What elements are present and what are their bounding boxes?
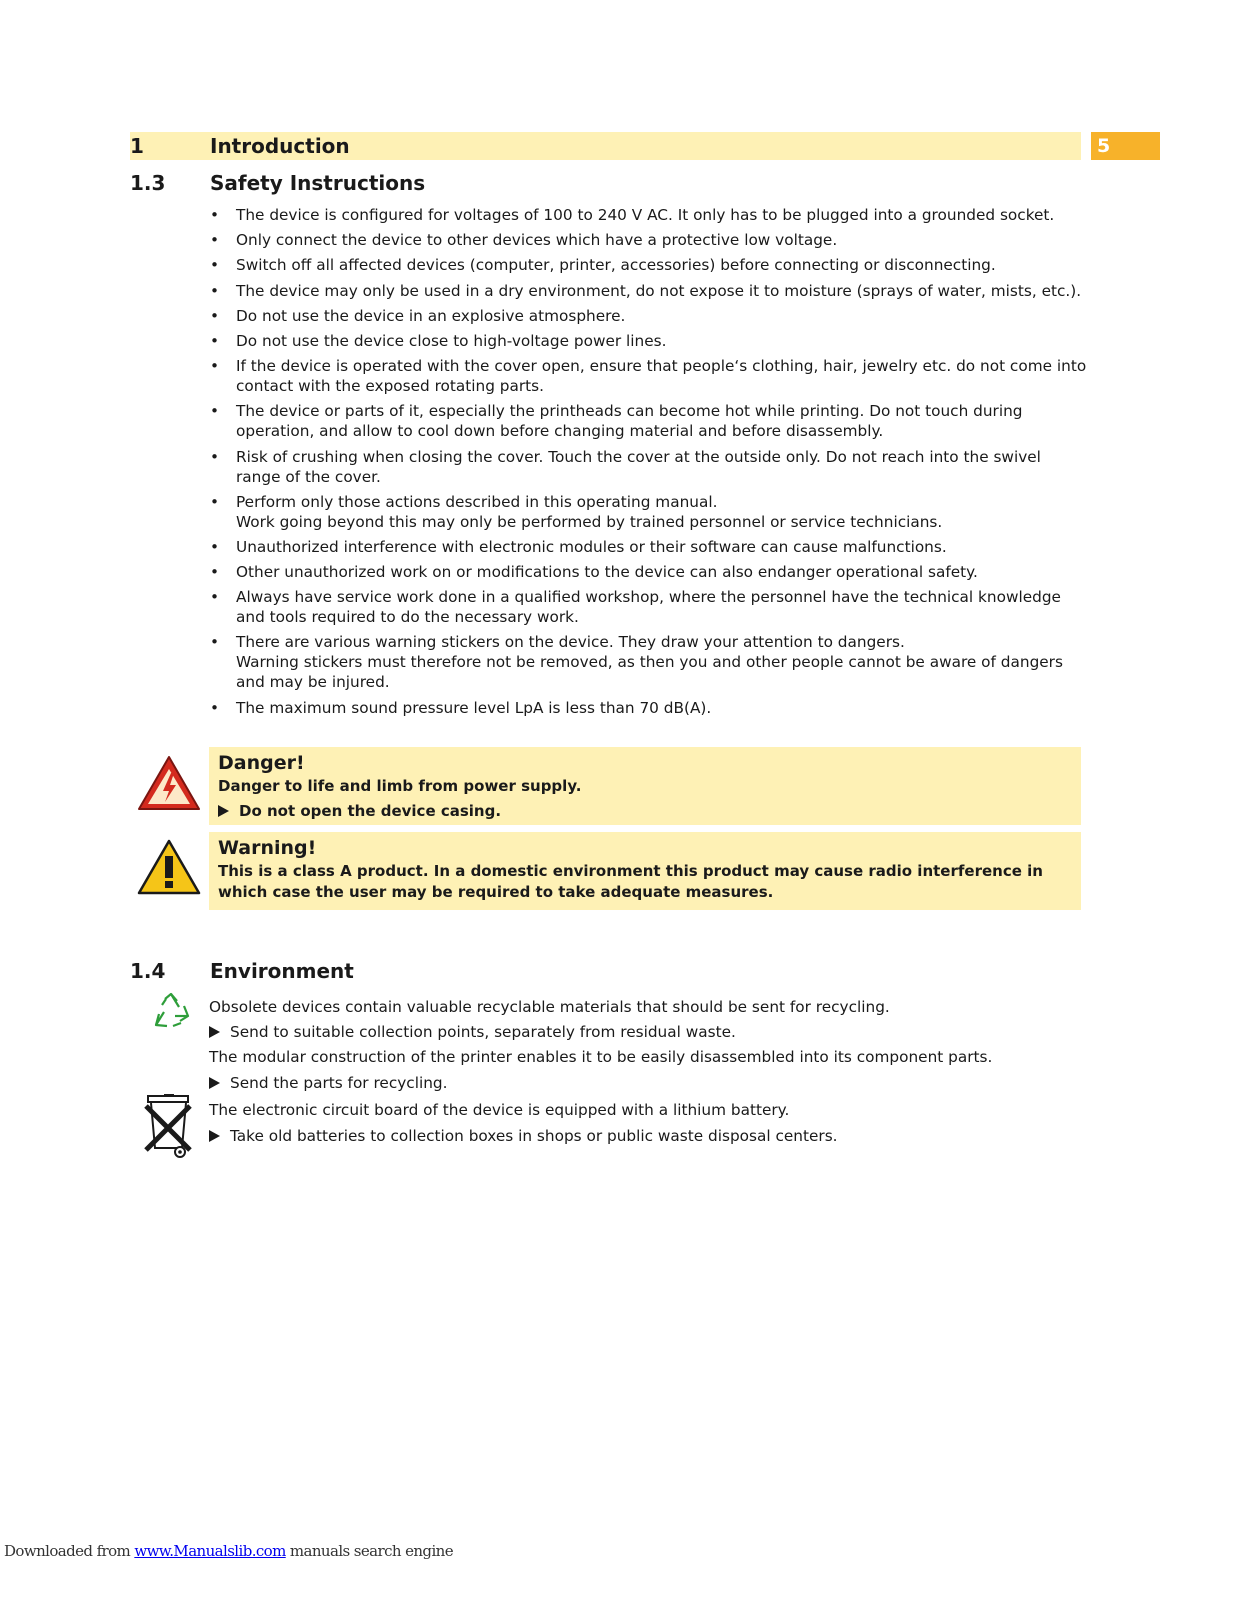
footer-suffix: manuals search engine	[285, 1542, 453, 1560]
environment-action-2-text: Send the parts for recycling.	[230, 1074, 448, 1092]
safety-list-item	[210, 447, 1090, 487]
high-voltage-warning-icon	[136, 754, 202, 816]
section-title-safety: Safety Instructions	[210, 171, 426, 195]
safety-item-text: Perform only those actions described in this operating manual.	[236, 492, 718, 511]
bullet-icon: •	[210, 588, 220, 607]
safety-item-text: Risk of crushing when closing the cover. Touch the cover at the outside only. Do not reach into the swivel range of the cover.	[236, 447, 1041, 486]
environment-paragraph-3: The electronic circuit board of the device is equipped with a lithium battery.	[209, 1101, 790, 1119]
exclamation-warning-icon	[136, 838, 202, 900]
chapter-number: 1	[130, 134, 144, 158]
arrow-right-icon	[209, 1026, 220, 1038]
safety-item-text-continued: Warning stickers must therefore not be removed, as then you and other people cannot be aware of dangers and may be injured.	[236, 653, 1063, 692]
bullet-icon: •	[210, 206, 220, 224]
section-title-environment: Environment	[210, 959, 354, 983]
warning-notice	[209, 832, 1081, 910]
safety-item-text: Do not use the device close to high-voltage power lines.	[236, 331, 667, 350]
safety-list-item	[210, 205, 1090, 225]
safety-list-item	[210, 698, 1090, 718]
danger-heading: Danger!	[218, 752, 305, 774]
warning-text: This is a class A product. In a domestic environment this product may cause radio interference in which case the user may be required to take adequate measures.	[218, 862, 1043, 901]
danger-text: Danger to life and limb from power supply.	[218, 777, 582, 795]
crossed-out-wheelie-bin-icon	[142, 1094, 196, 1164]
environment-action-1-text: Send to suitable collection points, separately from residual waste.	[230, 1023, 736, 1041]
bullet-icon: •	[210, 357, 220, 376]
safety-list-item	[210, 401, 1090, 441]
bullet-icon: •	[210, 563, 220, 582]
safety-item-text: The device may only be used in a dry environment, do not expose it to moisture (sprays of water, mists, etc.).	[236, 281, 1082, 300]
bullet-icon: •	[210, 306, 220, 325]
footer-prefix: Downloaded from	[4, 1542, 131, 1560]
arrow-right-icon	[209, 1130, 220, 1142]
safety-list-item	[210, 306, 1090, 326]
safety-list-item	[210, 230, 1090, 250]
safety-list-item	[210, 632, 1090, 692]
danger-notice	[209, 747, 1081, 825]
safety-item-text: There are various warning stickers on the device. They draw your attention to dangers.	[236, 633, 905, 652]
bullet-icon: •	[210, 537, 220, 556]
section-number-environment: 1.4	[130, 959, 166, 983]
environment-paragraph-2: The modular construction of the printer enables it to be easily disassembled into its component parts.	[209, 1048, 993, 1066]
bullet-icon: •	[210, 492, 220, 511]
bullet-icon: •	[210, 633, 220, 652]
safety-item-text: The maximum sound pressure level LpA is less than 70 dB(A).	[236, 698, 712, 717]
safety-item-text: Other unauthorized work on or modifications to the device can also endanger operational safety.	[236, 563, 978, 582]
arrow-right-icon	[209, 1077, 220, 1089]
safety-list-item	[210, 562, 1090, 582]
safety-item-text: If the device is operated with the cover open, ensure that people‘s clothing, hair, jewelry etc. do not come into contact with the exposed rotating parts.	[236, 357, 1087, 396]
safety-list-item	[210, 356, 1090, 396]
warning-heading: Warning!	[218, 837, 317, 859]
chapter-title: Introduction	[210, 134, 350, 158]
bullet-icon: •	[210, 402, 220, 421]
bullet-icon: •	[210, 331, 220, 350]
safety-item-text: Switch off all affected devices (computer, printer, accessories) before connecting or disconnecting.	[236, 256, 996, 275]
safety-list-item	[210, 281, 1090, 301]
safety-item-text: The device or parts of it, especially the printheads can become hot while printing. Do not touch during operation, and allow to cool down before changing material and before disassembly.	[236, 402, 1023, 441]
danger-action	[218, 801, 501, 822]
manualslib-link[interactable]: www.Manualslib.com	[134, 1542, 286, 1560]
danger-action-text: Do not open the device casing.	[239, 802, 502, 820]
bullet-icon: •	[210, 698, 220, 717]
environment-action-3-text: Take old batteries to collection boxes in shops or public waste disposal centers.	[230, 1127, 838, 1145]
page-number: 5	[1097, 135, 1111, 157]
bullet-icon: •	[210, 231, 220, 250]
section-number-safety: 1.3	[130, 171, 166, 195]
bullet-icon: •	[210, 281, 220, 300]
bullet-icon: •	[210, 256, 220, 275]
recycling-icon	[151, 992, 191, 1034]
safety-item-text: The device is configured for voltages of 100 to 240 V AC. It only has to be plugged into a grounded socket.	[236, 206, 1055, 224]
safety-list-item	[210, 255, 1090, 275]
arrow-right-icon	[218, 805, 229, 817]
safety-list-item	[210, 331, 1090, 351]
safety-list-item	[210, 587, 1090, 627]
safety-instructions-list	[210, 205, 1090, 723]
safety-list-item	[210, 492, 1090, 532]
safety-list-item	[210, 537, 1090, 557]
safety-item-text: Always have service work done in a qualified workshop, where the personnel have the technical knowledge and tools required to do the necessary work.	[236, 588, 1061, 627]
safety-item-text: Only connect the device to other devices which have a protective low voltage.	[236, 231, 838, 250]
environment-action-3	[209, 1126, 838, 1146]
environment-action-1	[209, 1022, 736, 1042]
bullet-icon: •	[210, 447, 220, 466]
environment-action-2	[209, 1073, 447, 1093]
safety-item-text: Unauthorized interference with electronic modules or their software can cause malfunctions.	[236, 537, 947, 556]
download-footer	[4, 1542, 453, 1560]
safety-item-text: Do not use the device in an explosive atmosphere.	[236, 306, 626, 325]
environment-paragraph-1: Obsolete devices contain valuable recyclable materials that should be sent for recycling.	[209, 998, 890, 1016]
safety-item-text-continued: Work going beyond this may only be performed by trained personnel or service technicians.	[236, 512, 943, 531]
